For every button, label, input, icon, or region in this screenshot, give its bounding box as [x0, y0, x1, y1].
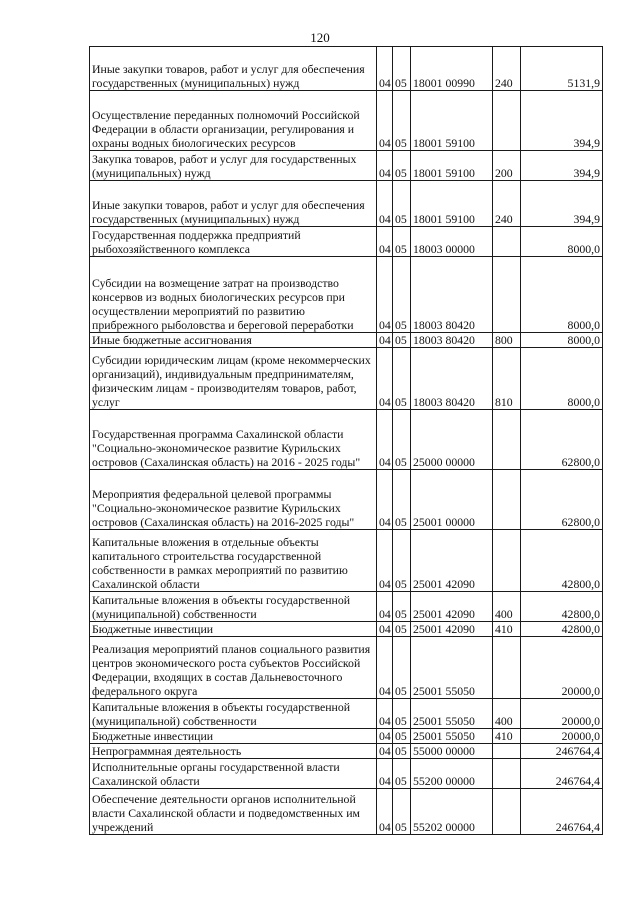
row-name: Капитальные вложения в отдельные объекты капитального строительства государственной собственности в рамках мероприятий по развитию Сахалинской области	[90, 530, 377, 592]
row-section: 04	[377, 333, 393, 348]
row-section: 04	[377, 592, 393, 622]
row-expense-type	[493, 470, 521, 530]
row-expense-type	[493, 744, 521, 759]
table-row	[90, 699, 603, 729]
row-target-article: 25001 55050	[411, 729, 493, 744]
row-name: Иные бюджетные ассигнования	[90, 333, 377, 348]
table-row	[90, 592, 603, 622]
row-expense-type	[493, 227, 521, 257]
row-name: Исполнительные органы государственной власти Сахалинской области	[90, 759, 377, 789]
row-amount: 394,9	[521, 91, 603, 151]
row-expense-type	[493, 410, 521, 470]
row-subsection: 05	[393, 470, 411, 530]
row-name: Обеспечение деятельности органов исполнительной власти Сахалинской области и подведомственных им учреждений	[90, 789, 377, 835]
row-amount: 8000,0	[521, 257, 603, 333]
row-amount: 42800,0	[521, 622, 603, 637]
row-expense-type: 800	[493, 333, 521, 348]
row-subsection: 05	[393, 789, 411, 835]
row-subsection: 05	[393, 227, 411, 257]
table-row	[90, 257, 603, 333]
table-row	[90, 789, 603, 835]
table-row	[90, 622, 603, 637]
row-name: Бюджетные инвестиции	[90, 622, 377, 637]
row-subsection: 05	[393, 181, 411, 227]
row-name: Иные закупки товаров, работ и услуг для обеспечения государственных (муниципальных) нужд	[90, 181, 377, 227]
row-name: Капитальные вложения в объекты государственной (муниципальной) собственности	[90, 699, 377, 729]
row-subsection: 05	[393, 729, 411, 744]
row-amount: 20000,0	[521, 637, 603, 699]
row-amount: 246764,4	[521, 759, 603, 789]
row-section: 04	[377, 470, 393, 530]
row-name: Мероприятия федеральной целевой программы "Социально-экономическое развитие Курильских островов (Сахалинская область) на 2016-2025 годы"	[90, 470, 377, 530]
row-section: 04	[377, 622, 393, 637]
row-target-article: 25001 42090	[411, 592, 493, 622]
table-row	[90, 333, 603, 348]
row-name: Бюджетные инвестиции	[90, 729, 377, 744]
table-row	[90, 47, 603, 91]
row-subsection: 05	[393, 348, 411, 410]
row-section: 04	[377, 348, 393, 410]
row-expense-type: 810	[493, 348, 521, 410]
table-row	[90, 91, 603, 151]
row-target-article: 55000 00000	[411, 744, 493, 759]
table-row	[90, 227, 603, 257]
row-target-article: 18001 59100	[411, 181, 493, 227]
row-name: Закупка товаров, работ и услуг для государственных (муниципальных) нужд	[90, 151, 377, 181]
row-amount: 394,9	[521, 151, 603, 181]
row-expense-type	[493, 257, 521, 333]
table-row	[90, 530, 603, 592]
page-number: 120	[310, 30, 330, 45]
row-target-article: 25001 55050	[411, 699, 493, 729]
row-expense-type: 410	[493, 622, 521, 637]
row-expense-type	[493, 530, 521, 592]
row-amount: 62800,0	[521, 410, 603, 470]
row-section: 04	[377, 530, 393, 592]
table-row	[90, 348, 603, 410]
row-expense-type	[493, 91, 521, 151]
row-target-article: 18003 00000	[411, 227, 493, 257]
row-expense-type	[493, 789, 521, 835]
row-amount: 42800,0	[521, 530, 603, 592]
row-amount: 5131,9	[521, 47, 603, 91]
row-expense-type: 200	[493, 151, 521, 181]
row-target-article: 25001 00000	[411, 470, 493, 530]
row-expense-type	[493, 637, 521, 699]
row-expense-type: 240	[493, 47, 521, 91]
row-expense-type: 400	[493, 592, 521, 622]
row-section: 04	[377, 744, 393, 759]
row-amount: 246764,4	[521, 744, 603, 759]
row-amount: 20000,0	[521, 729, 603, 744]
row-name: Осуществление переданных полномочий Российской Федерации в области организации, регулирования и охраны водных биологических ресурсов	[90, 91, 377, 151]
row-subsection: 05	[393, 333, 411, 348]
table-row	[90, 151, 603, 181]
table-row	[90, 637, 603, 699]
row-subsection: 05	[393, 530, 411, 592]
row-section: 04	[377, 91, 393, 151]
row-name: Государственная программа Сахалинской области "Социально-экономическое развитие Курильских островов (Сахалинская область) на 2016 - 2025 годы"	[90, 410, 377, 470]
row-section: 04	[377, 729, 393, 744]
row-subsection: 05	[393, 47, 411, 91]
row-subsection: 05	[393, 410, 411, 470]
row-target-article: 18001 00990	[411, 47, 493, 91]
table-row	[90, 470, 603, 530]
table-row	[90, 181, 603, 227]
table-row	[90, 759, 603, 789]
row-subsection: 05	[393, 91, 411, 151]
row-name: Государственная поддержка предприятий рыбохозяйственного комплекса	[90, 227, 377, 257]
row-section: 04	[377, 181, 393, 227]
row-amount: 246764,4	[521, 789, 603, 835]
row-target-article: 18003 80420	[411, 333, 493, 348]
row-section: 04	[377, 789, 393, 835]
row-target-article: 18001 59100	[411, 151, 493, 181]
table-row	[90, 410, 603, 470]
row-subsection: 05	[393, 151, 411, 181]
row-name: Иные закупки товаров, работ и услуг для обеспечения государственных (муниципальных) нужд	[90, 47, 377, 91]
row-target-article: 55202 00000	[411, 789, 493, 835]
row-target-article: 18003 80420	[411, 257, 493, 333]
row-amount: 8000,0	[521, 348, 603, 410]
row-amount: 20000,0	[521, 699, 603, 729]
row-name: Субсидии на возмещение затрат на производство консервов из водных биологических ресурсов при осуществлении мероприятий по развитию прибрежного рыболовства и береговой переработки	[90, 257, 377, 333]
row-amount: 62800,0	[521, 470, 603, 530]
row-expense-type: 400	[493, 699, 521, 729]
row-amount: 8000,0	[521, 227, 603, 257]
row-target-article: 18003 80420	[411, 348, 493, 410]
row-subsection: 05	[393, 744, 411, 759]
row-subsection: 05	[393, 592, 411, 622]
row-target-article: 25001 55050	[411, 637, 493, 699]
row-section: 04	[377, 410, 393, 470]
row-subsection: 05	[393, 699, 411, 729]
row-name: Непрограммная деятельность	[90, 744, 377, 759]
row-target-article: 55200 00000	[411, 759, 493, 789]
row-target-article: 25001 42090	[411, 530, 493, 592]
row-target-article: 25001 42090	[411, 622, 493, 637]
row-target-article: 25000 00000	[411, 410, 493, 470]
row-expense-type: 410	[493, 729, 521, 744]
row-section: 04	[377, 699, 393, 729]
row-subsection: 05	[393, 257, 411, 333]
table-row	[90, 744, 603, 759]
budget-table	[89, 46, 603, 835]
row-name: Субсидии юридическим лицам (кроме некоммерческих организаций), индивидуальным предпринимателям, физическим лицам - производителям товаров, работ, услуг	[90, 348, 377, 410]
row-amount: 8000,0	[521, 333, 603, 348]
row-expense-type: 240	[493, 181, 521, 227]
row-amount: 394,9	[521, 181, 603, 227]
row-subsection: 05	[393, 622, 411, 637]
row-section: 04	[377, 257, 393, 333]
row-section: 04	[377, 47, 393, 91]
row-section: 04	[377, 227, 393, 257]
row-target-article: 18001 59100	[411, 91, 493, 151]
row-expense-type	[493, 759, 521, 789]
row-name: Капитальные вложения в объекты государственной (муниципальной) собственности	[90, 592, 377, 622]
row-amount: 42800,0	[521, 592, 603, 622]
row-subsection: 05	[393, 759, 411, 789]
row-section: 04	[377, 759, 393, 789]
row-section: 04	[377, 151, 393, 181]
table-row	[90, 729, 603, 744]
row-section: 04	[377, 637, 393, 699]
row-subsection: 05	[393, 637, 411, 699]
row-name: Реализация мероприятий планов социального развития центров экономического роста субъектов Российской Федерации, входящих в состав Дальневосточного федерального округа	[90, 637, 377, 699]
